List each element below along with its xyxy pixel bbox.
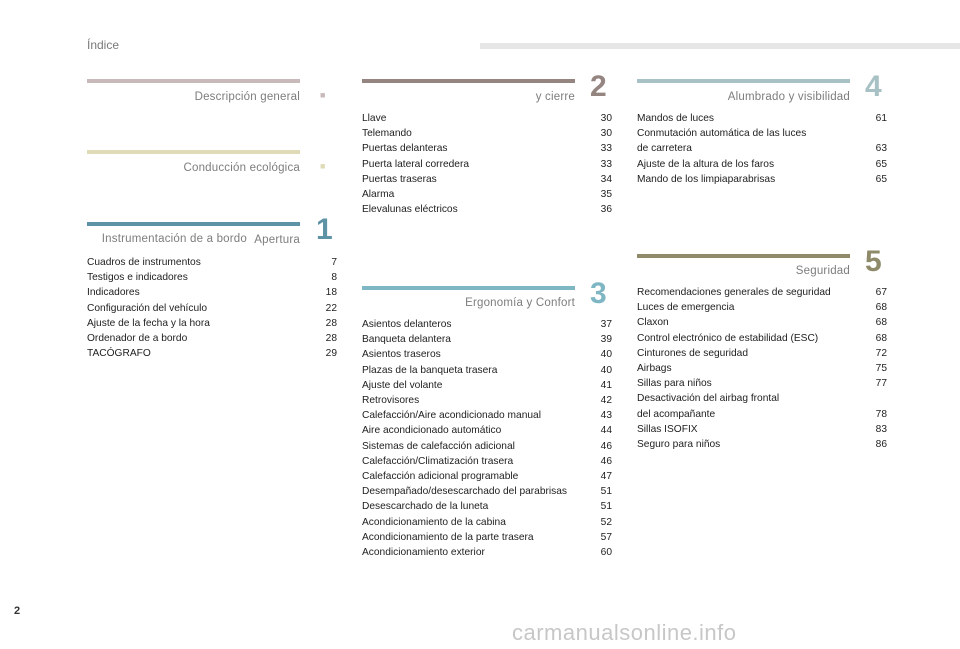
entry-page: 29 (325, 348, 337, 360)
section-bar (637, 79, 850, 83)
entry-title: Ordenador de a bordo (87, 333, 188, 345)
section-title-line2: y cierre (535, 91, 575, 103)
section-marker: ■ (320, 90, 326, 100)
toc-entry[interactable] (362, 515, 612, 530)
toc-entry[interactable] (637, 376, 887, 391)
toc-entry[interactable] (362, 317, 612, 332)
entry-title: Sistemas de calefacción adicional (362, 440, 515, 452)
entry-page: 7 (331, 257, 337, 268)
entry-title: Cinturones de seguridad (637, 347, 749, 359)
section-bar (87, 150, 300, 154)
section-apertura (254, 70, 612, 246)
entry-page: 43 (600, 410, 612, 422)
toc-entry[interactable] (362, 172, 612, 187)
entry-page: 30 (600, 128, 612, 140)
entry-title: Alarma (362, 189, 395, 201)
section-title-line1: Apertura (254, 234, 300, 246)
entry-page: 47 (600, 471, 612, 483)
entry-page: 52 (600, 516, 612, 528)
entry-page: 63 (875, 143, 887, 155)
entry-title: Seguro para niños (637, 439, 721, 451)
entry-page: 8 (331, 272, 337, 284)
toc-entry[interactable] (362, 530, 612, 545)
toc-entry[interactable] (637, 361, 887, 376)
entry-title: Recomendaciones generales de seguridad (637, 287, 831, 298)
entry-title: Elevalunas eléctricos (362, 204, 458, 216)
entry-list (362, 317, 612, 560)
entry-title: Claxon (637, 317, 669, 329)
section-title: Descripción general (194, 91, 300, 103)
entry-page: 41 (600, 379, 612, 391)
entry-page: 72 (875, 347, 887, 359)
toc-entry[interactable] (637, 437, 887, 452)
toc-entry[interactable] (87, 331, 337, 346)
entry-title: TACÓGRAFO (87, 348, 151, 360)
entry-title: Calefacción/Climatización trasera (362, 455, 514, 467)
entry-page: 34 (600, 173, 612, 185)
entry-page: 44 (600, 425, 612, 437)
page-title: Índice (87, 38, 120, 52)
toc-entry[interactable] (362, 545, 612, 560)
section-title: Ergonomía y Confort (465, 297, 575, 309)
section-title: Alumbrado y visibilidad (727, 91, 850, 103)
entry-title: Llave (362, 113, 387, 124)
entry-title: Luces de emergencia (637, 302, 735, 314)
entry-list (87, 255, 337, 361)
entry-page: 40 (600, 364, 612, 376)
entry-title: Desescarchado de la luneta (362, 501, 489, 513)
entry-page: 46 (600, 440, 612, 452)
entry-page: 36 (600, 204, 612, 216)
toc-entry[interactable] (637, 111, 887, 126)
section-number: 5 (865, 245, 882, 278)
toc-entry[interactable] (637, 315, 887, 330)
entry-title: Asientos delanteros (362, 319, 452, 330)
entry-page: 83 (875, 423, 887, 435)
section-number: 2 (590, 70, 607, 103)
section-number: 3 (590, 277, 607, 310)
toc-entry[interactable] (362, 141, 612, 156)
toc-entry[interactable] (362, 363, 612, 378)
entry-page: 33 (600, 143, 612, 155)
toc-entry[interactable] (362, 454, 612, 469)
toc-entry[interactable] (362, 499, 612, 514)
entry-page: 40 (600, 349, 612, 361)
toc-entry[interactable] (362, 111, 612, 126)
entry-title: Mandos de luces (637, 113, 715, 124)
entry-title: Sillas para niños (637, 378, 712, 390)
section-ergonomia (362, 277, 612, 566)
entry-title: Puerta lateral corredera (362, 158, 470, 170)
entry-page: 51 (600, 486, 612, 498)
entry-title: Desempañado/desescarchado del parabrisas (362, 486, 568, 498)
entry-page: 33 (600, 158, 612, 170)
toc-entry[interactable] (362, 202, 612, 217)
header-bar (480, 43, 960, 49)
toc-entry[interactable] (362, 332, 612, 347)
entry-title: Indicadores (87, 287, 140, 299)
entry-title: Retrovisores (362, 395, 420, 407)
section-title: Seguridad (795, 265, 850, 277)
toc-entry[interactable] (362, 484, 612, 499)
entry-title: Aire acondicionado automático (362, 425, 502, 437)
toc-entry[interactable] (637, 422, 887, 437)
toc-entry[interactable] (637, 172, 887, 187)
entry-page: 68 (875, 302, 887, 314)
section-bar (87, 79, 300, 83)
toc-entry[interactable] (637, 346, 887, 361)
entry-page: 18 (325, 287, 337, 299)
section-title: Conducción ecológica (183, 162, 300, 174)
toc-entry[interactable] (362, 393, 612, 408)
watermark: carmanualsonline.info (512, 620, 737, 645)
toc-entry[interactable] (87, 301, 337, 316)
entry-page: 65 (875, 158, 887, 170)
toc-entry[interactable] (87, 270, 337, 285)
section-number: 4 (865, 70, 882, 103)
entry-title: Ajuste del volante (362, 379, 443, 391)
section-number: 1 (316, 213, 333, 246)
entry-title: Testigos e indicadores (87, 272, 188, 284)
toc-entry[interactable] (362, 347, 612, 362)
entry-title: Control electrónico de estabilidad (ESC) (637, 332, 819, 344)
entry-title: Puertas traseras (362, 173, 437, 185)
entry-page: 35 (600, 189, 612, 201)
entry-title: Banqueta delantera (362, 334, 451, 346)
entry-title: Ajuste de la altura de los faros (637, 158, 775, 170)
entry-title: Asientos traseros (362, 349, 441, 361)
entry-title: Calefacción/Aire acondicionado manual (362, 410, 541, 422)
entry-page: 77 (875, 378, 887, 390)
entry-page: 60 (600, 547, 612, 559)
entry-title: Conmutación automática de las luces de carretera (637, 128, 807, 155)
entry-title: Puertas delanteras (362, 143, 448, 155)
entry-title: Ajuste de la fecha y la hora (87, 317, 210, 329)
toc-entry[interactable] (637, 391, 887, 421)
entry-page: 57 (600, 531, 612, 543)
entry-title: Telemando (362, 128, 412, 140)
section-bar (637, 254, 850, 258)
entry-page: 39 (600, 334, 612, 346)
entry-page: 22 (325, 302, 337, 314)
toc-entry[interactable] (637, 157, 887, 172)
entry-page: 46 (600, 455, 612, 467)
entry-list (362, 111, 612, 217)
toc-entry[interactable] (87, 316, 337, 331)
entry-title: Acondicionamiento exterior (362, 547, 485, 559)
toc-entry[interactable] (362, 378, 612, 393)
entry-title: Desactivación del airbag frontal del acompañante (637, 393, 780, 420)
entry-title: Airbags (637, 363, 672, 375)
toc-entry[interactable] (362, 187, 612, 202)
toc-entry[interactable] (87, 255, 337, 270)
entry-title: Sillas ISOFIX (637, 423, 698, 435)
toc-entry[interactable] (362, 469, 612, 484)
toc-entry[interactable] (362, 439, 612, 454)
page-number: 2 (14, 605, 21, 617)
entry-page: 68 (875, 317, 887, 329)
section-bar (362, 286, 575, 290)
entry-page: 37 (600, 319, 612, 330)
entry-page: 75 (875, 363, 887, 375)
toc-entry[interactable] (637, 300, 887, 315)
entry-page: 51 (600, 501, 612, 513)
toc-entry[interactable] (637, 126, 887, 156)
entry-page: 30 (600, 113, 612, 124)
entry-title: Calefacción adicional programable (362, 471, 519, 483)
entry-title: Acondicionamiento de la cabina (362, 516, 506, 528)
toc-entry[interactable] (87, 346, 337, 361)
entry-list (637, 285, 887, 452)
section-title: Instrumentación de a bordo (101, 233, 247, 245)
entry-title: Acondicionamiento de la parte trasera (362, 531, 534, 543)
toc-entry[interactable] (87, 285, 337, 300)
entry-page: 65 (875, 173, 887, 185)
toc-entry[interactable] (362, 408, 612, 423)
entry-page: 68 (875, 332, 887, 344)
toc-entry[interactable] (362, 423, 612, 438)
toc-entry[interactable] (362, 157, 612, 172)
entry-page: 61 (875, 113, 887, 124)
entry-page: 67 (875, 287, 887, 298)
entry-page: 78 (875, 408, 887, 420)
entry-title: Cuadros de instrumentos (87, 257, 201, 268)
toc-entry[interactable] (362, 126, 612, 141)
section-seguridad (637, 245, 887, 464)
section-bar (87, 222, 300, 226)
section-alumbrado (637, 70, 887, 199)
entry-page: 28 (325, 333, 337, 345)
entry-title: Plazas de la banqueta trasera (362, 364, 498, 376)
section-bar (362, 79, 575, 83)
entry-title: Mando de los limpiaparabrisas (637, 173, 776, 185)
entry-page: 28 (325, 317, 337, 329)
entry-page: 86 (875, 439, 887, 451)
entry-list (637, 111, 887, 187)
toc-entry[interactable] (637, 285, 887, 300)
entry-title: Configuración del vehículo (87, 302, 208, 314)
entry-page: 42 (600, 395, 612, 407)
section-marker: ■ (320, 161, 326, 171)
toc-entry[interactable] (637, 331, 887, 346)
